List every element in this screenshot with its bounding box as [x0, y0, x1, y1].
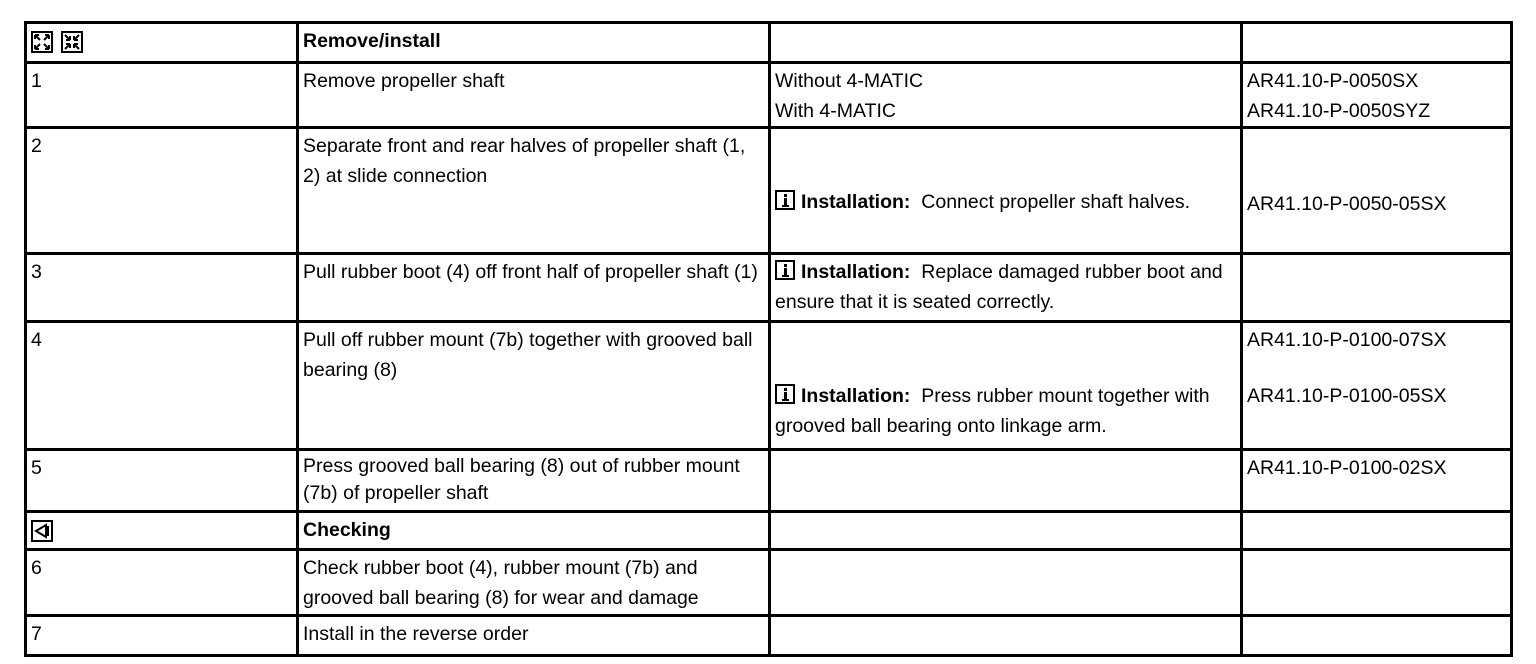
step-refs — [1242, 322, 1512, 450]
note-text: Press rubber mount together with grooved ball bearing onto linkage arm. — [775, 385, 1210, 437]
step-number: 3 — [26, 254, 298, 322]
expand-icon — [31, 31, 53, 53]
step-note — [770, 322, 1242, 450]
note-text: Connect propeller shaft halves. — [921, 191, 1191, 213]
step-refs — [1242, 450, 1512, 512]
note-text: Replace damaged rubber boot and ensure that it is seated correctly. — [775, 261, 1223, 313]
empty-cell — [1242, 616, 1512, 656]
step-number: 4 — [26, 322, 298, 450]
empty-cell — [770, 23, 1242, 63]
empty-cell — [770, 512, 1242, 550]
note-label: Installation: — [801, 261, 911, 283]
reference-link[interactable]: AR41.10-P-0100-02SX — [1247, 457, 1447, 479]
step-note — [770, 128, 1242, 254]
table-row — [26, 23, 1512, 63]
info-icon — [775, 260, 795, 280]
empty-cell — [1242, 550, 1512, 616]
empty-cell — [1242, 23, 1512, 63]
step-action: Remove propeller shaft — [298, 63, 770, 128]
step-action: Pull off rubber mount (7b) together with grooved ball bearing (8) — [298, 322, 770, 450]
step-action: Check rubber boot (4), rubber mount (7b) and grooved ball bearing (8) for wear and damage — [298, 550, 770, 616]
condition-text: Without 4-MATIC — [775, 70, 924, 92]
table-row — [26, 450, 1512, 512]
reference-link[interactable]: AR41.10-P-0050SYZ — [1247, 100, 1431, 122]
table-row — [26, 63, 1512, 128]
checking-icon — [31, 520, 53, 542]
procedure-table — [24, 21, 1513, 657]
table-row — [26, 322, 1512, 450]
empty-cell — [770, 550, 1242, 616]
step-number: 2 — [26, 128, 298, 254]
reference-link[interactable]: AR41.10-P-0050SX — [1247, 70, 1419, 92]
empty-cell — [1242, 512, 1512, 550]
step-refs — [1242, 128, 1512, 254]
step-number: 5 — [26, 450, 298, 512]
step-number: 1 — [26, 63, 298, 128]
info-icon — [775, 384, 795, 404]
step-action: Pull rubber boot (4) off front half of propeller shaft (1) — [298, 254, 770, 322]
section-icon-cell — [26, 512, 298, 550]
step-note — [770, 254, 1242, 322]
step-refs — [1242, 63, 1512, 128]
info-icon — [775, 190, 795, 210]
reference-link[interactable]: AR41.10-P-0100-07SX — [1247, 329, 1447, 351]
table-row — [26, 616, 1512, 656]
section-icon-cell — [26, 23, 298, 63]
step-action: Separate front and rear halves of propeller shaft (1, 2) at slide connection — [298, 128, 770, 254]
table-row — [26, 254, 1512, 322]
step-number: 7 — [26, 616, 298, 656]
empty-cell — [770, 450, 1242, 512]
collapse-icon — [61, 31, 83, 53]
condition-text: With 4-MATIC — [775, 100, 896, 122]
reference-link[interactable]: AR41.10-P-0050-05SX — [1247, 193, 1447, 215]
empty-cell — [770, 616, 1242, 656]
section-title-checking: Checking — [298, 512, 770, 550]
table-row — [26, 512, 1512, 550]
step-number: 6 — [26, 550, 298, 616]
note-label: Installation: — [801, 385, 911, 407]
table-row — [26, 128, 1512, 254]
table-row — [26, 550, 1512, 616]
reference-link[interactable]: AR41.10-P-0100-05SX — [1247, 385, 1447, 407]
section-title-remove-install: Remove/install — [298, 23, 770, 63]
step-conditions — [770, 63, 1242, 128]
step-action: Press grooved ball bearing (8) out of rubber mount (7b) of propeller shaft — [298, 450, 770, 512]
empty-cell — [1242, 254, 1512, 322]
step-action: Install in the reverse order — [298, 616, 770, 656]
note-label: Installation: — [801, 191, 911, 213]
